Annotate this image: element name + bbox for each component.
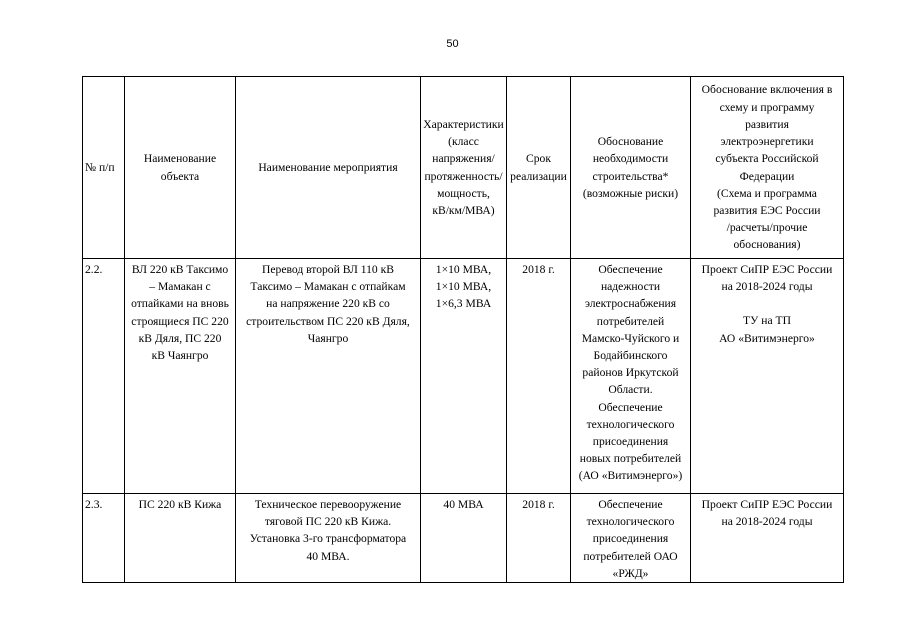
- header-cell-object: [125, 77, 236, 259]
- cell-text-line: № п/п: [85, 160, 115, 174]
- cell-text-line: Области.: [608, 383, 653, 397]
- header-cell-specs: [421, 77, 507, 259]
- cell-text-line: субъекта Российской: [715, 152, 819, 166]
- cell-text-line: потребителей ОАО: [583, 549, 678, 563]
- cell-text-line: /расчеты/прочие: [726, 221, 808, 235]
- row-inclusion: [691, 259, 844, 494]
- cell-text-line: 1×6,3 МВА: [435, 297, 492, 311]
- cell-text-line: Проект СиПР ЕЭС России: [701, 263, 833, 276]
- cell-text-line: потребителей: [596, 314, 665, 328]
- cell-text-line: Бодайбинского: [593, 349, 668, 363]
- cell-text-line: строительством ПС 220 кВ Дяля,: [246, 314, 410, 328]
- cell-text-line: Наименование мероприятия: [258, 160, 398, 174]
- table-row: [83, 494, 844, 583]
- cell-text-line: присоединения: [592, 532, 669, 546]
- cell-text-line: Техническое перевооружение: [254, 498, 402, 511]
- cell-text-line: напряжения/: [432, 152, 495, 166]
- row-specs: [421, 259, 507, 494]
- cell-text-line: электроснабжения: [584, 297, 677, 311]
- cell-text-line: 40 МВА.: [306, 549, 350, 563]
- cell-text-line: (возможные риски): [582, 186, 679, 200]
- header-cell-inclusion: [691, 77, 844, 259]
- cell-text-line: мощность,: [437, 186, 490, 200]
- row-object: [125, 494, 236, 583]
- cell-text-line: кВ/км/МВА): [432, 203, 495, 217]
- cell-text-line: ВЛ 220 кВ Таксимо: [131, 263, 229, 276]
- cell-text-line: развития ЕЭС России: [713, 203, 821, 217]
- row-term: [507, 259, 571, 494]
- cell-text-line: необходимости: [592, 152, 669, 166]
- header-cell-term: [507, 77, 571, 259]
- cell-text-line: надежности: [600, 280, 661, 294]
- cell-text-line: Перевод второй ВЛ 110 кВ: [262, 263, 394, 276]
- cell-text-line: тяговой ПС 220 кВ Кижа.: [264, 515, 392, 529]
- row-term: [507, 494, 571, 583]
- row-specs: [421, 494, 507, 583]
- cell-text-line: 1×10 МВА,: [435, 263, 492, 276]
- cell-text-line: (класс: [448, 135, 479, 149]
- cell-text-line: Наименование: [143, 152, 217, 166]
- cell-text-line: на 2018-2024 годы: [721, 515, 813, 529]
- cell-text-line: кВ Чаянгро: [151, 349, 209, 363]
- cell-text-line: протяженность/: [424, 169, 503, 183]
- row-number: 2.2.: [83, 259, 125, 494]
- cell-text-line: ТУ на ТП: [743, 314, 791, 328]
- cell-text-line: районов Иркутской: [582, 366, 679, 380]
- cell-text-line: схему и программу: [719, 100, 815, 114]
- header-cell-measure: [236, 77, 421, 259]
- cell-text-line: объекта: [160, 169, 200, 183]
- cell-text-line: Обоснование включения в: [701, 83, 833, 97]
- cell-text-line: Федерации: [739, 169, 795, 183]
- cell-text-line: Чаянгро: [307, 331, 349, 345]
- cell-text-line: Обеспечение: [598, 498, 663, 511]
- cell-text-line: присоединения: [592, 435, 669, 449]
- cell-text-line: ПС 220 кВ Кижа: [138, 498, 222, 511]
- table-row: [83, 259, 844, 494]
- cell-text-line: обоснования): [733, 238, 801, 252]
- cell-text-line: на 2018-2024 годы: [721, 280, 813, 294]
- cell-text-line: Мамско-Чуйского и: [581, 331, 680, 345]
- cell-text-line: 2018 г.: [522, 263, 555, 276]
- row-object: [125, 259, 236, 494]
- cell-text-line: Обоснование: [597, 135, 664, 149]
- cell-text-line: строительства*: [592, 169, 669, 183]
- row-inclusion: [691, 494, 844, 583]
- row-measure: [236, 259, 421, 494]
- cell-text-line: 1×10 МВА,: [435, 280, 492, 294]
- table-header-row: [83, 77, 844, 259]
- header-cell-justification: [571, 77, 691, 259]
- cell-text-line: технологического: [586, 515, 675, 529]
- cell-text-line: (Схема и программа: [717, 186, 817, 200]
- cell-text-line: 2018 г.: [522, 498, 555, 511]
- row-justification: [571, 494, 691, 583]
- cell-text-line: «РЖД»: [612, 566, 649, 580]
- header-cell-number: [83, 77, 125, 259]
- cell-text-line: электроэнергетики: [720, 135, 814, 149]
- cell-text-line: отпайками на вновь: [131, 297, 229, 311]
- cell-text-line: 40 МВА: [443, 498, 484, 511]
- cell-text-line: кВ Дяля, ПС 220: [138, 331, 222, 345]
- cell-text-line: – Мамакан с: [149, 280, 211, 294]
- cell-text-line: новых потребителей: [579, 452, 682, 466]
- cell-text-line: АО «Витимэнерго»: [719, 331, 815, 345]
- blank-line: [692, 295, 842, 312]
- cell-text-line: строящиеся ПС 220: [131, 314, 229, 328]
- page-number: 50: [446, 38, 459, 50]
- cell-text-line: Обеспечение: [598, 400, 663, 414]
- projects-table: [82, 76, 844, 583]
- cell-text-line: Обеспечение: [598, 263, 663, 276]
- cell-text-line: технологического: [586, 417, 675, 431]
- row-measure: [236, 494, 421, 583]
- cell-text-line: реализации: [510, 169, 567, 183]
- cell-text-line: развития: [745, 117, 789, 131]
- cell-text-line: Установка 3-го трансформатора: [249, 532, 407, 546]
- row-number: 2.3.: [83, 494, 125, 583]
- cell-text-line: (АО «Витимэнерго»): [578, 469, 683, 483]
- cell-text-line: на напряжение 220 кВ со: [266, 297, 390, 311]
- cell-text-line: Проект СиПР ЕЭС России: [701, 498, 833, 511]
- cell-text-line: Срок: [526, 152, 551, 166]
- cell-text-line: Таксимо – Мамакан с отпайкам: [250, 280, 406, 294]
- row-justification: [571, 259, 691, 494]
- cell-text-line: Характеристики: [423, 117, 504, 131]
